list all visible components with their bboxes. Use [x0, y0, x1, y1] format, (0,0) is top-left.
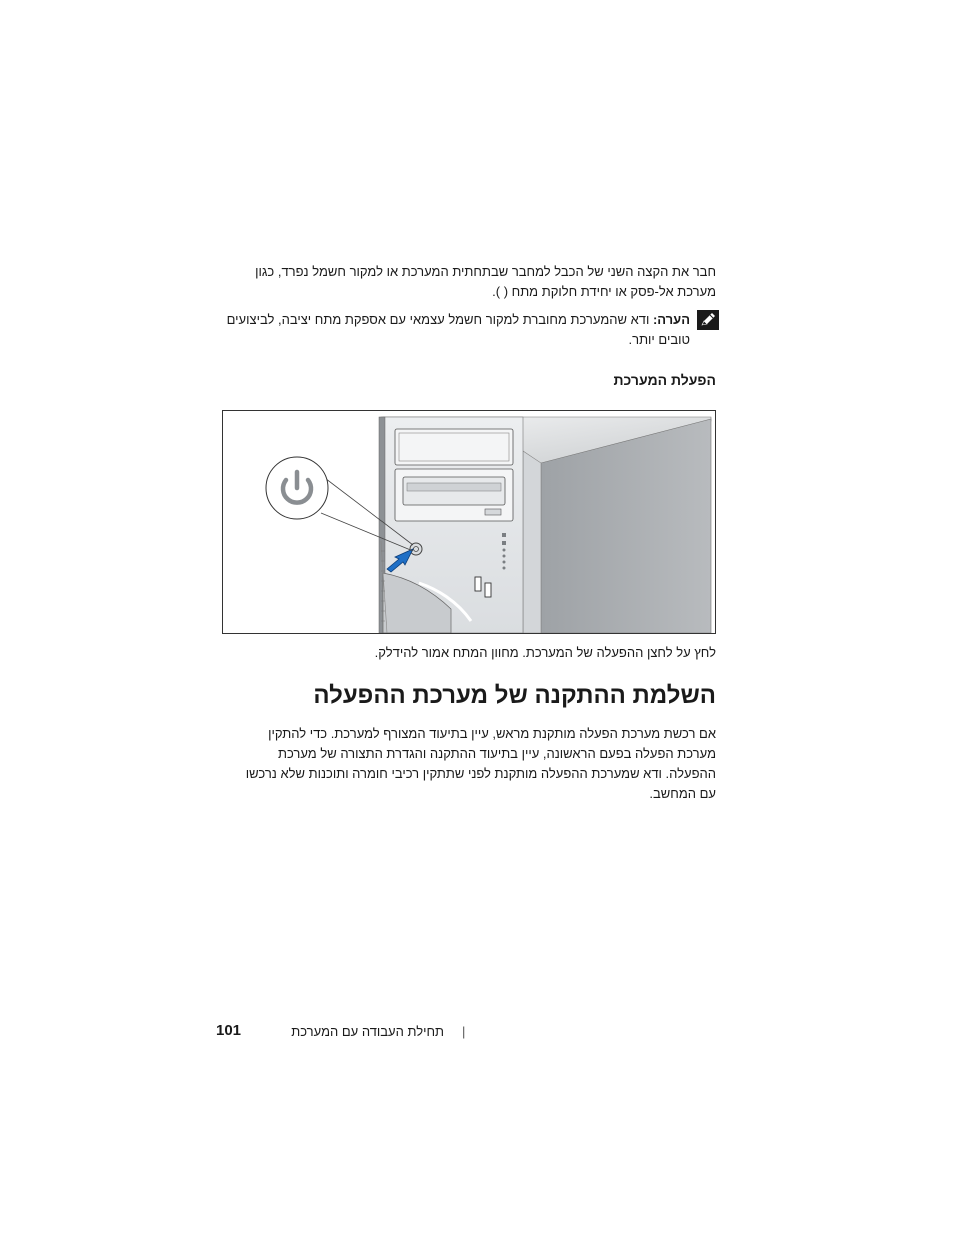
- page-number: 101: [216, 1022, 242, 1039]
- usb-port: [485, 583, 491, 597]
- body-paragraph: [222, 724, 716, 804]
- page-heading: השלמת ההתקנה של מערכת ההפעלה: [313, 682, 716, 709]
- intro-line-2: מערכת אל-פסק או יחידת חלוקת מתח ( ).: [492, 284, 716, 299]
- power-on-figure: [222, 410, 716, 634]
- note-text: ודא שהמערכת מחוברת למקור חשמל עצמאי עם אספקת מתח יציבה, לביצועים: [226, 312, 653, 327]
- computer-tower-illustration: [223, 411, 715, 633]
- footer-title: תחילת העבודה עם המערכת: [291, 1024, 444, 1039]
- note-line-2: טובים יותר.: [628, 332, 690, 347]
- intro-line-1: חבר את הקצה השני של הכבל למחבר שבתחתית המערכת או למקור חשמל נפרד, כגון: [255, 264, 716, 279]
- section-subheading: הפעלת המערכת: [613, 372, 716, 388]
- usb-port: [475, 577, 481, 591]
- footer-separator: |: [462, 1024, 466, 1039]
- power-button: [410, 543, 422, 555]
- note-label: הערה:: [652, 312, 690, 327]
- body-line-4: עם המחשב.: [649, 786, 716, 801]
- page-footer: [200, 1022, 716, 1042]
- body-line-1: אם רכשת מערכת הפעלה מותקנת מראש, עיין בתיעוד המצורף למערכת. כדי להתקין: [268, 726, 716, 741]
- body-line-3: ההפעלה. ודא שמערכת ההפעלה מותקנת לפני שתתקין רכיבי חומרה ותוכנות שלא נרכשו: [245, 766, 716, 781]
- note-line-1: [216, 310, 690, 330]
- pencil-note-icon: [697, 310, 719, 330]
- body-line-2: מערכת הפעלה בפעם הראשונה, עיין בתיעוד ההתקנה והגדרת התצורה של מערכת: [278, 746, 716, 761]
- intro-paragraph: [222, 262, 716, 302]
- note-block: [216, 310, 690, 350]
- figure-caption: לחץ על לחצן ההפעלה של המערכת. מחוון המתח אמור להידלק.: [374, 645, 716, 660]
